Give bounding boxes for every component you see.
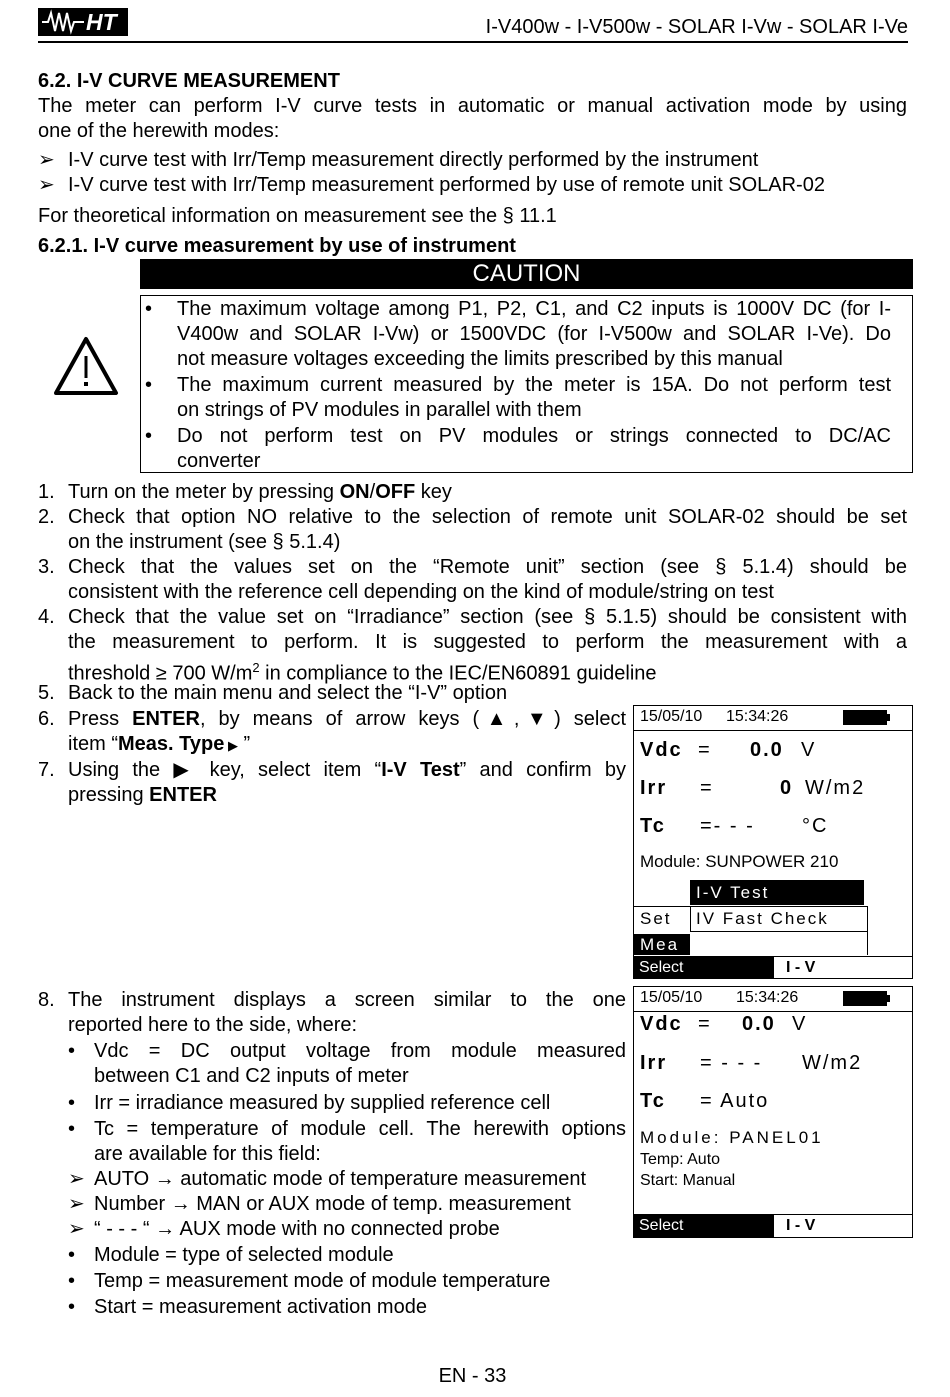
irr-label: Irr (640, 777, 668, 799)
instrument-screen-1 (633, 705, 913, 979)
tc-label: Tc (640, 1090, 666, 1112)
vdc-label: Vdc (640, 1013, 683, 1035)
caution-bullet-2: • The maximum current measured by the meter is 15A. Do not perform test on strings of PV modules in parallel with them (145, 374, 891, 421)
screen-time: 15:34:26 (736, 989, 799, 1006)
vdc-value: 0.0 (742, 1013, 776, 1035)
instrument-screen-2 (633, 986, 913, 1238)
option-dash: ➢ “ - - - “ → AUX mode with no connected probe (68, 1218, 500, 1240)
dot-bullet-icon: • (68, 1040, 76, 1062)
dot-bullet-icon: • (68, 1244, 76, 1266)
section-heading: 6.2. I-V CURVE MEASUREMENT (38, 70, 340, 92)
irr-equals: = - - - (700, 1052, 763, 1074)
step-6: 6. Press ENTER, by means of arrow keys (▲,▼) select item “Meas. Type ▶ ” (38, 708, 626, 755)
step-8: 8. The instrument displays a screen similar to the one reported here to the side, where: (38, 989, 626, 1036)
mode-label: I - V (786, 959, 816, 976)
tc-equals: =- - - (700, 815, 755, 837)
bullet-module: • Module = type of selected module (68, 1244, 394, 1266)
vdc-unit: V (792, 1013, 808, 1035)
step-1: 1. Turn on the meter by pressing ON/OFF key (38, 481, 452, 503)
bullet-irr: • Irr = irradiance measured by supplied reference cell (68, 1092, 551, 1114)
vdc-equals: = (698, 1013, 712, 1035)
option-number: ➢ Number → MAN or AUX mode of temp. measurement (68, 1193, 571, 1215)
bullet-start: • Start = measurement activation mode (68, 1296, 427, 1318)
bullet-vdc: • Vdc = DC output voltage from module measured between C1 and C2 inputs of meter (68, 1040, 626, 1087)
step-7: 7. Using the ▶ key, select item “I-V Test” and confirm by pressing ENTER (38, 759, 626, 806)
module-line: Module: SUNPOWER 210 (640, 852, 839, 871)
tc-label: Tc (640, 815, 666, 837)
header-line (634, 730, 912, 731)
step-4: 4. Check that the value set on “Irradiance” section (see § 5.1.5) should be consistent with the measurement to perform. It is suggested to perform the measurement with a threshold ≥ 700 $W/m^2$ in compliance to the IEC/EN60891 guideline (38, 606, 907, 685)
vdc-unit: V (801, 739, 817, 761)
dot-bullet-icon: • (145, 425, 153, 447)
arrow-bullet-icon: ➢ (68, 1193, 85, 1215)
intro-line-2: one of the herewith modes: (38, 120, 280, 142)
subsection-heading: 6.2.1. I-V curve measurement by use of instrument (38, 235, 516, 257)
menu-mea[interactable]: Mea (634, 934, 690, 955)
battery-icon (843, 991, 887, 1006)
battery-icon (843, 710, 887, 725)
dot-bullet-icon: • (68, 1296, 76, 1318)
step-5: 5. Back to the main menu and select the “I-V” option (38, 682, 508, 704)
tc-equals: = Auto (700, 1090, 770, 1112)
mode-item-2: ➢ I-V curve test with Irr/Temp measurement performed by use of remote unit SOLAR-02 (38, 174, 825, 196)
screen-date: 15/05/10 (640, 708, 703, 725)
header-line (634, 1011, 912, 1012)
step-2: 2. Check that option NO relative to the selection of remote unit SOLAR-02 should be set on the instrument (see § 5.1.4) (38, 506, 907, 553)
caution-bullet-3: • Do not perform test on PV modules or strings connected to DC/AC converter (145, 425, 891, 472)
doc-title: I-V400w - I-V500w - SOLAR I-Vw - SOLAR I-Ve (485, 16, 908, 38)
arrow-bullet-icon: ➢ (68, 1218, 85, 1240)
arrow-bullet-icon: ➢ (38, 174, 55, 196)
screen-date: 15/05/10 (640, 989, 703, 1006)
logo-text: HT (86, 9, 117, 35)
vdc-equals: = (698, 739, 712, 761)
irr-value: 0 (780, 777, 794, 799)
select-bar (634, 1214, 912, 1237)
dot-bullet-icon: • (68, 1092, 76, 1114)
caution-title: CAUTION (140, 259, 913, 289)
header-rule (38, 41, 908, 43)
screen-time: 15:34:26 (726, 708, 789, 725)
theory-reference: For theoretical information on measurement see the § 11.1 (38, 205, 557, 227)
irr-label: Irr (640, 1052, 668, 1074)
irr-unit: W/m2 (805, 777, 866, 799)
right-triangle-icon: ▶ (224, 738, 238, 753)
arrow-bullet-icon: ➢ (68, 1168, 85, 1190)
arrow-bullet-icon: ➢ (38, 149, 55, 171)
caution-bullet-1: • The maximum voltage among P1, P2, C1, and C2 inputs is 1000V DC (for I- V400w and SOLAR I-Vw) or 1500VDC (for I-V500w and SOLAR I-Ve). Do not measure voltages exceeding the limits prescribed by this manual (145, 298, 891, 370)
tc-unit: °C (802, 815, 829, 837)
irr-equals: = (700, 777, 714, 799)
mode-label: I - V (786, 1217, 816, 1234)
bullet-temp: • Temp = measurement mode of module temperature (68, 1270, 551, 1292)
irr-unit: W/m2 (802, 1052, 863, 1074)
intro-line-1: The meter can perform I-V curve tests in automatic or manual activation mode by using (38, 95, 907, 117)
dot-bullet-icon: • (68, 1270, 76, 1292)
select-bar (634, 956, 912, 978)
module-line: Module: PANEL01 (640, 1128, 824, 1147)
warning-icon (53, 336, 119, 396)
menu-item-iv-fast-check[interactable]: IV Fast Check (696, 909, 829, 928)
page-number: EN - 33 (438, 1365, 507, 1387)
menu-set[interactable]: Set (640, 909, 672, 928)
select-softkey[interactable]: Select (634, 1215, 774, 1237)
mode-item-1: ➢ I-V curve test with Irr/Temp measurement directly performed by the instrument (38, 149, 759, 171)
dot-bullet-icon: • (145, 374, 153, 396)
lightning-icon (40, 8, 86, 36)
dot-bullet-icon: • (145, 298, 153, 320)
menu-item-iv-test[interactable]: I-V Test (690, 880, 864, 905)
dot-bullet-icon: • (68, 1118, 76, 1140)
option-auto: ➢ AUTO → automatic mode of temperature measurement (68, 1168, 587, 1190)
select-softkey[interactable]: Select (634, 957, 774, 978)
brand-logo (38, 8, 128, 36)
bullet-tc: • Tc = temperature of module cell. The herewith options are available for this field: (68, 1118, 626, 1165)
temp-line: Temp: Auto (640, 1151, 721, 1168)
step-3: 3. Check that the values set on the “Remote unit” section (see § 5.1.4) should be consistent with the reference cell depending on the kind of module/string on test (38, 556, 907, 603)
vdc-value: 0.0 (750, 739, 784, 761)
start-line: Start: Manual (640, 1172, 736, 1189)
vdc-label: Vdc (640, 739, 683, 761)
